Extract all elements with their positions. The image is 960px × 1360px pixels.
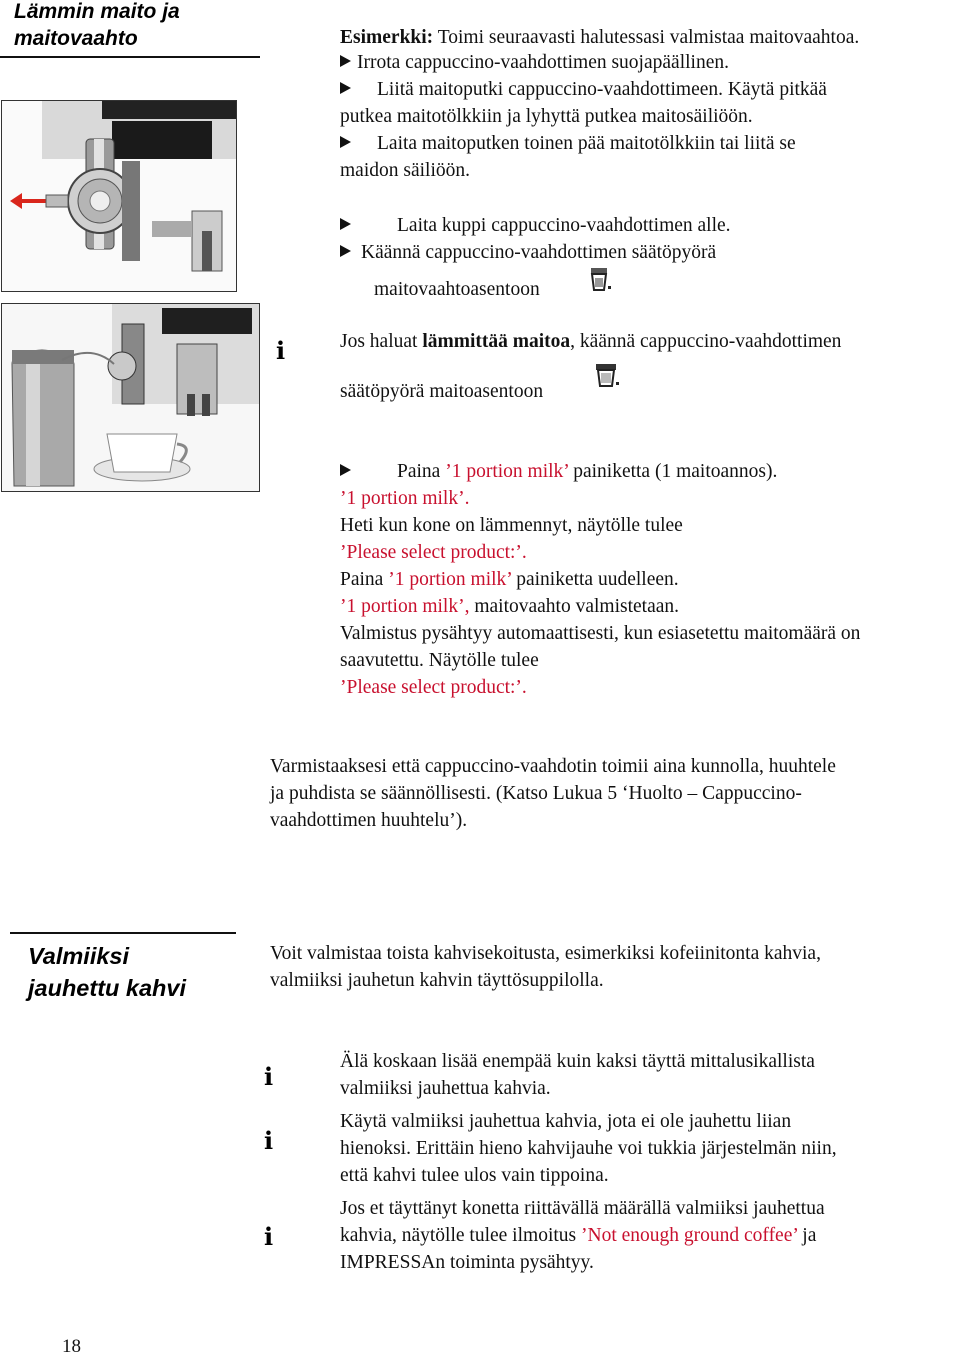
ground-coffee-intro: Voit valmistaa toista kahvisekoitusta, esimerkiksi kofeiinitonta kahvia, valmiiksi jauhetun kahvin täyttösuppilolla. [270,943,821,991]
example-label: Esimerkki: [340,27,434,48]
bullet-triangle-icon [340,82,351,94]
display-message: ’Please select product:’. [340,542,527,563]
display-message: ’1 portion milk’. [340,488,470,509]
step-remove-cover: Irrota cappuccino-vaahdottimen suojapäällinen. [340,49,729,76]
milk-position-icon [594,362,622,390]
figure-attach-milk-pipe [1,100,237,292]
tip-grind-fineness: Käytä valmiiksi jauhettua kahvia, jota ei ole jauhettu liian hienoksi. Erittäin hieno kahvijauhe voi tukkia järjestelmän niin, että kahvi tulee ulos vain tippoina. [340,1111,837,1186]
milk-foam-position-icon [588,266,614,294]
info-icon: i [264,1062,274,1091]
bullet-triangle-icon [340,245,351,257]
info-heat-milk: Jos haluat lämmittää maitoa, käännä cappuccino-vaahdottimen [340,331,842,352]
step-put-pipe: Laita maitoputken toinen pää maitotölkkiin tai liitä se maidon säiliöön. [340,133,796,181]
figure-milk-container-and-cup [1,303,260,492]
heat-text: Heti kun kone on lämmennyt, näytölle tulee [340,515,683,536]
rinse-note: Varmistaaksesi että cappuccino-vaahdotin toimii aina kunnolla, huuhtele ja puhdista se säännöllisesti. (Katso Lukua 5 ‘Huolto – Cappuccino- vaahdottimen huuhtelu’). [270,756,836,831]
divider [10,932,236,934]
page-number: 18 [62,1336,81,1357]
step-place-cup: Laita kuppi cappuccino-vaahdottimen alle. [340,212,731,239]
tip-not-enough-coffee: Jos et täyttänyt konetta riittävällä määrällä valmiiksi jauhettua kahvia, näytölle tulee ilmoitus ’Not enough ground coffee’ ja IMPRESSAn toiminta pysähtyy. [340,1198,825,1273]
info-icon: i [276,336,286,365]
press-again: Paina ’1 portion milk’ painiketta uudelleen. [340,569,679,590]
step-press-button: Paina ’1 portion milk’ painiketta (1 maitoannos). [340,458,777,485]
step-attach-pipe: Liitä maitoputki cappuccino-vaahdottimeen. Käytä pitkää putkea maitotölkkiin ja lyhyttä putkea maitosäiliöön. [340,79,827,127]
tip-max-spoons: Älä koskaan lisää enempää kuin kaksi täyttä mittalusikallista valmiiksi jauhettua kahvia. [340,1051,815,1099]
info-heat-milk-line2: säätöpyörä maitoasentoon [340,381,544,402]
step-turn-knob-line2: maitovaahtoasentoon [374,279,540,300]
info-icon: i [264,1126,274,1155]
section-title-warm-milk: Lämmin maito ja maitovaahto [14,0,180,50]
bullet-triangle-icon [340,136,351,148]
bullet-triangle-icon [340,55,351,67]
auto-stop-text: Valmistus pysähtyy automaattisesti, kun esiasetettu maitomäärä on saavutettu. Näytölle tulee ’Please select product:’. [340,623,861,698]
section-title-ground-coffee: Valmiiksi jauhettu kahvi [28,943,187,1001]
bullet-triangle-icon [340,218,351,230]
example-paragraph: Esimerkki: Toimi seuraavasti halutessasi valmistaa maitovaahtoa. [340,27,860,48]
info-icon: i [264,1222,274,1251]
step-turn-knob: Käännä cappuccino-vaahdottimen säätöpyörä [340,239,716,266]
bullet-triangle-icon [340,464,351,476]
foam-prepared: ’1 portion milk’, maitovaahto valmistetaan. [340,596,680,617]
divider [0,56,260,58]
